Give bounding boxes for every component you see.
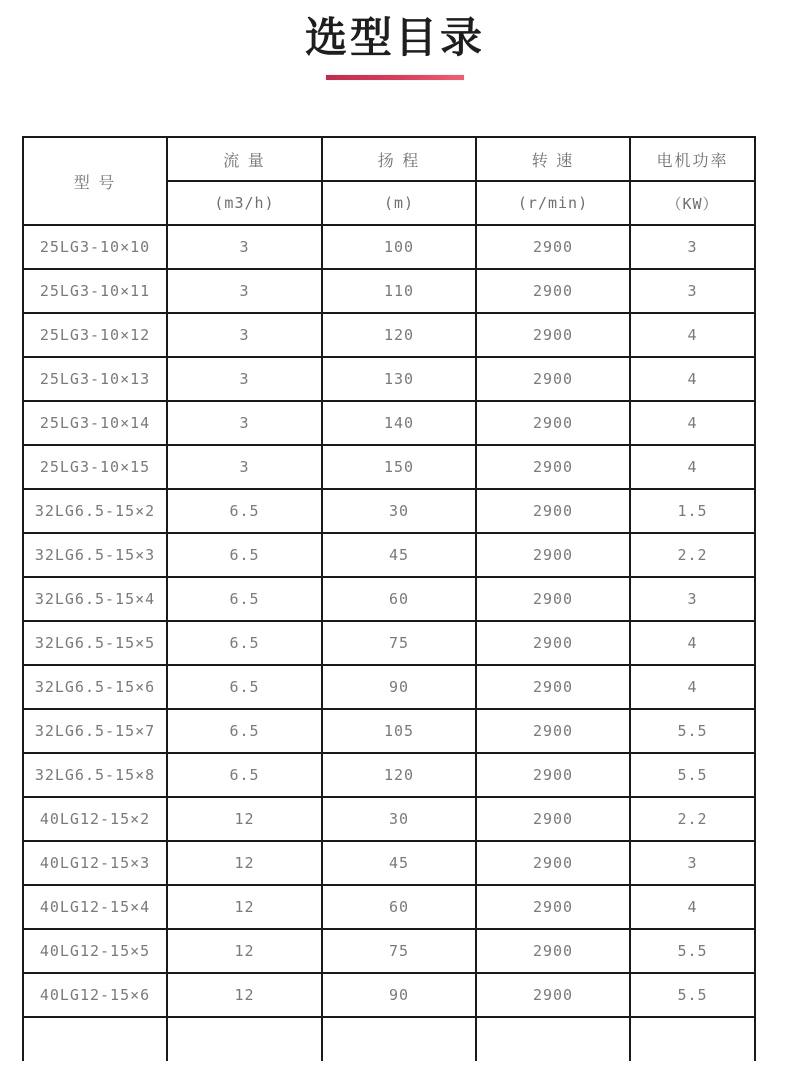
cell-flow: 6.5 (167, 533, 322, 577)
cell-flow: 6.5 (167, 709, 322, 753)
page-title: 选型目录 (304, 14, 485, 61)
cell-speed: 2900 (476, 797, 630, 841)
cell-speed: 2900 (476, 709, 630, 753)
cell-flow: 6.5 (167, 489, 322, 533)
cell-flow: 12 (167, 797, 322, 841)
cell-power: 4 (630, 401, 755, 445)
table-row (23, 709, 755, 753)
cell-model: 32LG6.5-15×2 (23, 489, 167, 533)
cell-power: 4 (630, 357, 755, 401)
title-underline-accent (326, 75, 464, 80)
cell-model: 32LG6.5-15×3 (23, 533, 167, 577)
cell-power: 2.2 (630, 797, 755, 841)
cell-power: 3 (630, 841, 755, 885)
cell-head: 45 (322, 841, 476, 885)
header-label-row (23, 137, 755, 181)
cell-speed: 2900 (476, 885, 630, 929)
cell-power: 3 (630, 269, 755, 313)
cell-flow: 6.5 (167, 665, 322, 709)
cell-speed: 2900 (476, 401, 630, 445)
table-row (23, 665, 755, 709)
col-unit-power: （KW） (630, 181, 755, 225)
cell-head: 60 (322, 885, 476, 929)
cell-speed: 2900 (476, 313, 630, 357)
cell-speed: 2900 (476, 357, 630, 401)
cell-model: 25LG3-10×13 (23, 357, 167, 401)
cell-empty (167, 1017, 322, 1061)
cell-power: 5.5 (630, 709, 755, 753)
cell-head: 130 (322, 357, 476, 401)
cell-speed: 2900 (476, 665, 630, 709)
table-row (23, 797, 755, 841)
cell-head: 75 (322, 621, 476, 665)
cell-flow: 12 (167, 885, 322, 929)
cell-head: 120 (322, 313, 476, 357)
cell-power: 3 (630, 577, 755, 621)
cell-head: 140 (322, 401, 476, 445)
table-row (23, 357, 755, 401)
cell-flow: 6.5 (167, 753, 322, 797)
cell-head: 90 (322, 973, 476, 1017)
cell-head: 105 (322, 709, 476, 753)
cell-flow: 6.5 (167, 577, 322, 621)
cell-model: 40LG12-15×3 (23, 841, 167, 885)
table-row (23, 885, 755, 929)
cell-model: 40LG12-15×5 (23, 929, 167, 973)
cell-speed: 2900 (476, 269, 630, 313)
cell-head: 150 (322, 445, 476, 489)
cell-head: 30 (322, 489, 476, 533)
col-unit-head: (m) (322, 181, 476, 225)
cell-speed: 2900 (476, 445, 630, 489)
cell-flow: 3 (167, 445, 322, 489)
cell-power: 4 (630, 665, 755, 709)
cell-speed: 2900 (476, 225, 630, 269)
cell-head: 90 (322, 665, 476, 709)
cell-flow: 3 (167, 357, 322, 401)
cell-head: 45 (322, 533, 476, 577)
cell-head: 120 (322, 753, 476, 797)
cell-power: 4 (630, 313, 755, 357)
cell-model: 32LG6.5-15×4 (23, 577, 167, 621)
col-header-power: 电机功率 (630, 137, 755, 181)
cell-power: 3 (630, 225, 755, 269)
cell-speed: 2900 (476, 973, 630, 1017)
cell-power: 4 (630, 445, 755, 489)
cell-flow: 12 (167, 841, 322, 885)
cell-empty (23, 1017, 167, 1061)
col-header-head: 扬 程 (322, 137, 476, 181)
col-header-flow: 流 量 (167, 137, 322, 181)
col-header-speed: 转 速 (476, 137, 630, 181)
cell-flow: 3 (167, 269, 322, 313)
cell-flow: 12 (167, 929, 322, 973)
table-row (23, 489, 755, 533)
cell-flow: 3 (167, 225, 322, 269)
cell-power: 5.5 (630, 973, 755, 1017)
cell-model: 25LG3-10×12 (23, 313, 167, 357)
cell-speed: 2900 (476, 841, 630, 885)
cell-power: 2.2 (630, 533, 755, 577)
cell-model: 25LG3-10×14 (23, 401, 167, 445)
cell-model: 25LG3-10×15 (23, 445, 167, 489)
cell-head: 60 (322, 577, 476, 621)
cell-power: 5.5 (630, 929, 755, 973)
selection-catalog-table (22, 136, 756, 1061)
table-row-partial (23, 1017, 755, 1061)
cell-power: 1.5 (630, 489, 755, 533)
cell-speed: 2900 (476, 577, 630, 621)
cell-head: 100 (322, 225, 476, 269)
cell-head: 75 (322, 929, 476, 973)
cell-speed: 2900 (476, 929, 630, 973)
cell-flow: 3 (167, 401, 322, 445)
cell-speed: 2900 (476, 533, 630, 577)
cell-empty (476, 1017, 630, 1061)
cell-model: 25LG3-10×10 (23, 225, 167, 269)
table-body (23, 225, 755, 1061)
col-header-model: 型 号 (23, 137, 167, 225)
cell-head: 30 (322, 797, 476, 841)
cell-power: 4 (630, 621, 755, 665)
table-row (23, 313, 755, 357)
table-row (23, 973, 755, 1017)
cell-model: 40LG12-15×6 (23, 973, 167, 1017)
cell-empty (322, 1017, 476, 1061)
table-row (23, 621, 755, 665)
cell-flow: 3 (167, 313, 322, 357)
table-row (23, 225, 755, 269)
cell-speed: 2900 (476, 621, 630, 665)
cell-speed: 2900 (476, 489, 630, 533)
cell-empty (630, 1017, 755, 1061)
table-row (23, 577, 755, 621)
cell-model: 25LG3-10×11 (23, 269, 167, 313)
cell-model: 32LG6.5-15×5 (23, 621, 167, 665)
cell-speed: 2900 (476, 753, 630, 797)
table-row (23, 401, 755, 445)
col-unit-speed: (r/min) (476, 181, 630, 225)
col-unit-flow: (m3/h) (167, 181, 322, 225)
cell-model: 32LG6.5-15×6 (23, 665, 167, 709)
cell-flow: 12 (167, 973, 322, 1017)
cell-head: 110 (322, 269, 476, 313)
table-header (23, 137, 755, 225)
table-row (23, 929, 755, 973)
cell-model: 32LG6.5-15×7 (23, 709, 167, 753)
table-row (23, 269, 755, 313)
table-row (23, 841, 755, 885)
cell-model: 32LG6.5-15×8 (23, 753, 167, 797)
table-row (23, 533, 755, 577)
cell-model: 40LG12-15×2 (23, 797, 167, 841)
cell-flow: 6.5 (167, 621, 322, 665)
cell-power: 5.5 (630, 753, 755, 797)
catalog-table-container (22, 136, 790, 1061)
cell-power: 4 (630, 885, 755, 929)
cell-model: 40LG12-15×4 (23, 885, 167, 929)
table-row (23, 753, 755, 797)
table-row (23, 445, 755, 489)
